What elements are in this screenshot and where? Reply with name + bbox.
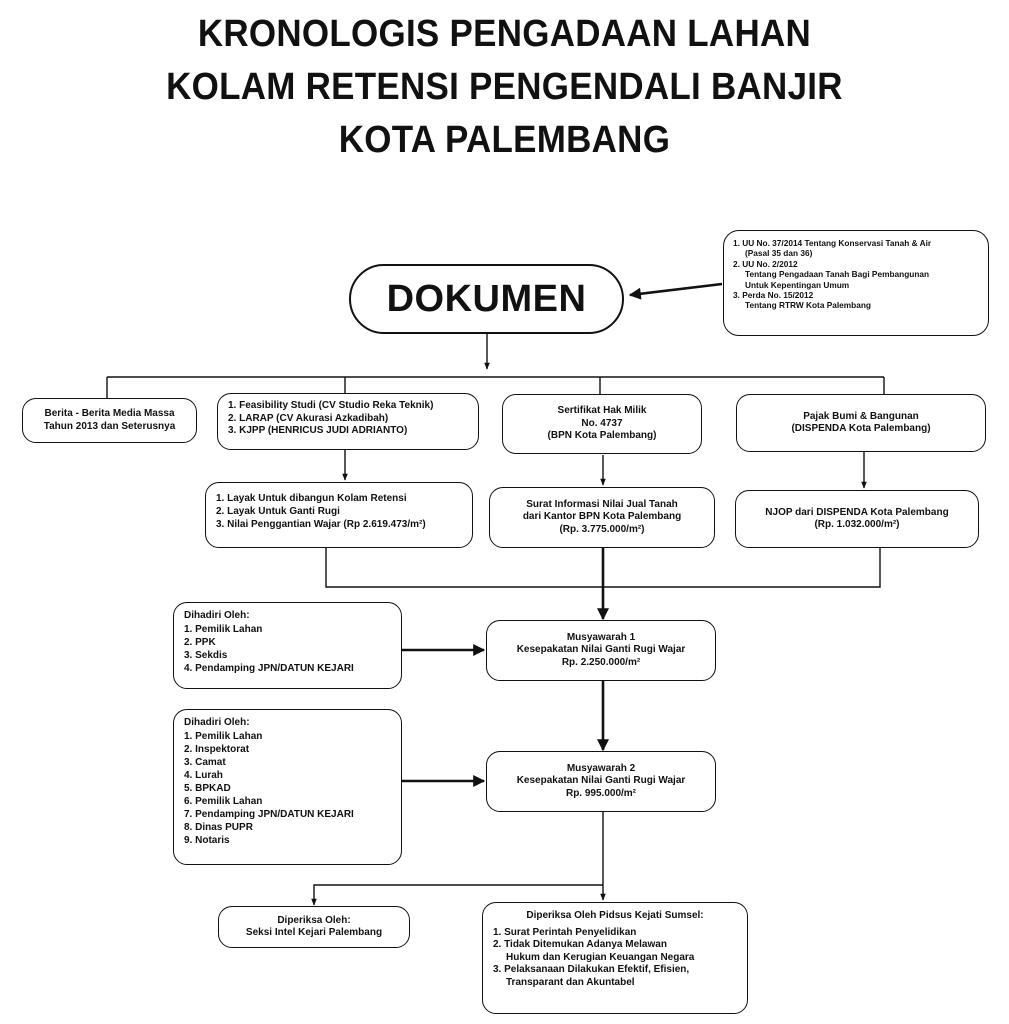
certificate-line-3: (BPN Kota Palembang) bbox=[547, 430, 657, 442]
intel-check-node bbox=[218, 906, 410, 948]
legal-item-2-sub: Tentang Pengadaan Tanah Bagi Pembangunan bbox=[745, 269, 930, 280]
attendees-1-item: 1. Pemilik Lahan bbox=[184, 623, 263, 635]
attendees-1-item: 2. PPK bbox=[184, 636, 216, 648]
pidsus-item-3: 3. Pelaksanaan Dilakukan Efektif, Efisien, bbox=[493, 964, 690, 975]
study-result-1: 1. Layak Untuk dibangun Kolam Retensi bbox=[216, 493, 407, 504]
title-line-2: KOLAM RETENSI PENGENDALI BANJIR bbox=[166, 66, 843, 108]
dokumen-node bbox=[349, 264, 624, 334]
legal-item-3-sub: Tentang RTRW Kota Palembang bbox=[745, 300, 871, 311]
attendees-1-heading: Dihadiri Oleh: bbox=[184, 610, 250, 621]
pidsus-item-2: 2. Tidak Ditemukan Adanya Melawan bbox=[493, 939, 667, 950]
attendees-2-item: 4. Lurah bbox=[184, 769, 223, 781]
attendees-1-item: 3. Sekdis bbox=[184, 649, 228, 661]
bpn-info-line-3: (Rp. 3.775.000/m²) bbox=[559, 523, 645, 535]
title-line-1: KRONOLOGIS PENGADAAN LAHAN bbox=[197, 13, 812, 55]
tax-line-1: Pajak Bumi & Bangunan bbox=[803, 410, 919, 422]
attendees-2-item: 8. Dinas PUPR bbox=[184, 821, 253, 833]
intel-check-line-1: Diperiksa Oleh: bbox=[277, 914, 351, 926]
media-line-1: Berita - Berita Media Massa bbox=[44, 408, 175, 419]
attendees-2-item: 1. Pemilik Lahan bbox=[184, 730, 263, 742]
attendees-2-item: 9. Notaris bbox=[184, 834, 230, 846]
study-result-3: 3. Nilai Penggantian Wajar (Rp 2.619.473/m²) bbox=[216, 519, 426, 530]
musyawarah-1-agreement: Kesepakatan Nilai Ganti Rugi Wajar bbox=[516, 644, 686, 656]
musyawarah-1-value: Rp. 2.250.000/m² bbox=[561, 656, 641, 668]
certificate-line-1: Sertifikat Hak Milik bbox=[557, 405, 647, 417]
title-line-3: KOTA PALEMBANG bbox=[338, 119, 671, 161]
bpn-info-line-1: Surat Informasi Nilai Jual Tanah bbox=[526, 498, 678, 510]
pidsus-check-node bbox=[482, 902, 748, 1014]
certificate-line-2: No. 4737 bbox=[581, 417, 623, 429]
musyawarah-1-node bbox=[486, 620, 716, 681]
njop-line-1: NJOP dari DISPENDA Kota Palembang bbox=[765, 506, 949, 518]
legal-item-2-sub2: Untuk Kepentingan Umum bbox=[745, 279, 850, 290]
legal-item-1-sub: (Pasal 35 dan 36) bbox=[745, 248, 813, 259]
attendees-2-item: 5. BPKAD bbox=[184, 782, 231, 794]
pidsus-item-3-sub: Transparant dan Akuntabel bbox=[506, 976, 635, 988]
pidsus-check-heading: Diperiksa Oleh Pidsus Kejati Sumsel: bbox=[526, 910, 704, 921]
study-item-1: 1. Feasibility Studi (CV Studio Reka Teknik) bbox=[228, 400, 434, 411]
certificate-node bbox=[502, 394, 702, 454]
study-result-2: 2. Layak Untuk Ganti Rugi bbox=[216, 506, 340, 517]
musyawarah-2-title: Musyawarah 2 bbox=[566, 762, 636, 774]
attendees-1-node bbox=[173, 602, 402, 689]
study-results-node bbox=[205, 482, 473, 548]
attendees-2-item: 6. Pemilik Lahan bbox=[184, 795, 263, 807]
legal-item-1: 1. UU No. 37/2014 Tentang Konservasi Tanah & Air bbox=[733, 238, 932, 248]
attendees-1-item: 4. Pendamping JPN/DATUN KEJARI bbox=[184, 662, 354, 674]
musyawarah-2-agreement: Kesepakatan Nilai Ganti Rugi Wajar bbox=[516, 775, 686, 787]
attendees-2-item: 2. Inspektorat bbox=[184, 743, 250, 755]
musyawarah-1-title: Musyawarah 1 bbox=[566, 631, 636, 643]
bpn-info-node bbox=[489, 487, 715, 548]
pidsus-item-2-sub: Hukum dan Kerugian Keuangan Negara bbox=[506, 951, 695, 963]
arrow-legal-to-dokumen bbox=[630, 284, 722, 295]
merge-results bbox=[326, 548, 603, 587]
pidsus-item-1: 1. Surat Perintah Penyelidikan bbox=[493, 926, 637, 938]
njop-node bbox=[735, 490, 979, 548]
attendees-2-heading: Dihadiri Oleh: bbox=[184, 717, 250, 728]
tax-node bbox=[736, 394, 986, 452]
studies-node bbox=[217, 393, 479, 450]
intel-check-line-2: Seksi Intel Kejari Palembang bbox=[245, 927, 383, 938]
legal-basis-node bbox=[723, 230, 989, 336]
study-item-3: 3. KJPP (HENRICUS JUDI ADRIANTO) bbox=[228, 425, 408, 436]
musyawarah-2-value: Rp. 995.000/m² bbox=[565, 787, 637, 799]
legal-item-2: 2. UU No. 2/2012 bbox=[733, 258, 798, 269]
attendees-2-item: 3. Camat bbox=[184, 756, 226, 768]
merge-njop bbox=[603, 548, 880, 587]
legal-item-3: 3. Perda No. 15/2012 bbox=[733, 290, 814, 301]
bpn-info-line-2: dari Kantor BPN Kota Palembang bbox=[522, 511, 682, 523]
media-node bbox=[22, 398, 197, 443]
study-item-2: 2. LARAP (CV Akurasi Azkadibah) bbox=[228, 412, 389, 424]
tax-line-2: (DISPENDA Kota Palembang) bbox=[791, 423, 931, 434]
attendees-2-item: 7. Pendamping JPN/DATUN KEJARI bbox=[184, 808, 354, 820]
media-line-2: Tahun 2013 dan Seterusnya bbox=[43, 420, 176, 432]
njop-line-2: (Rp. 1.032.000/m²) bbox=[814, 519, 900, 530]
attendees-2-node bbox=[173, 709, 402, 865]
dokumen-label: DOKUMEN bbox=[386, 277, 587, 320]
musyawarah-2-node bbox=[486, 751, 716, 812]
